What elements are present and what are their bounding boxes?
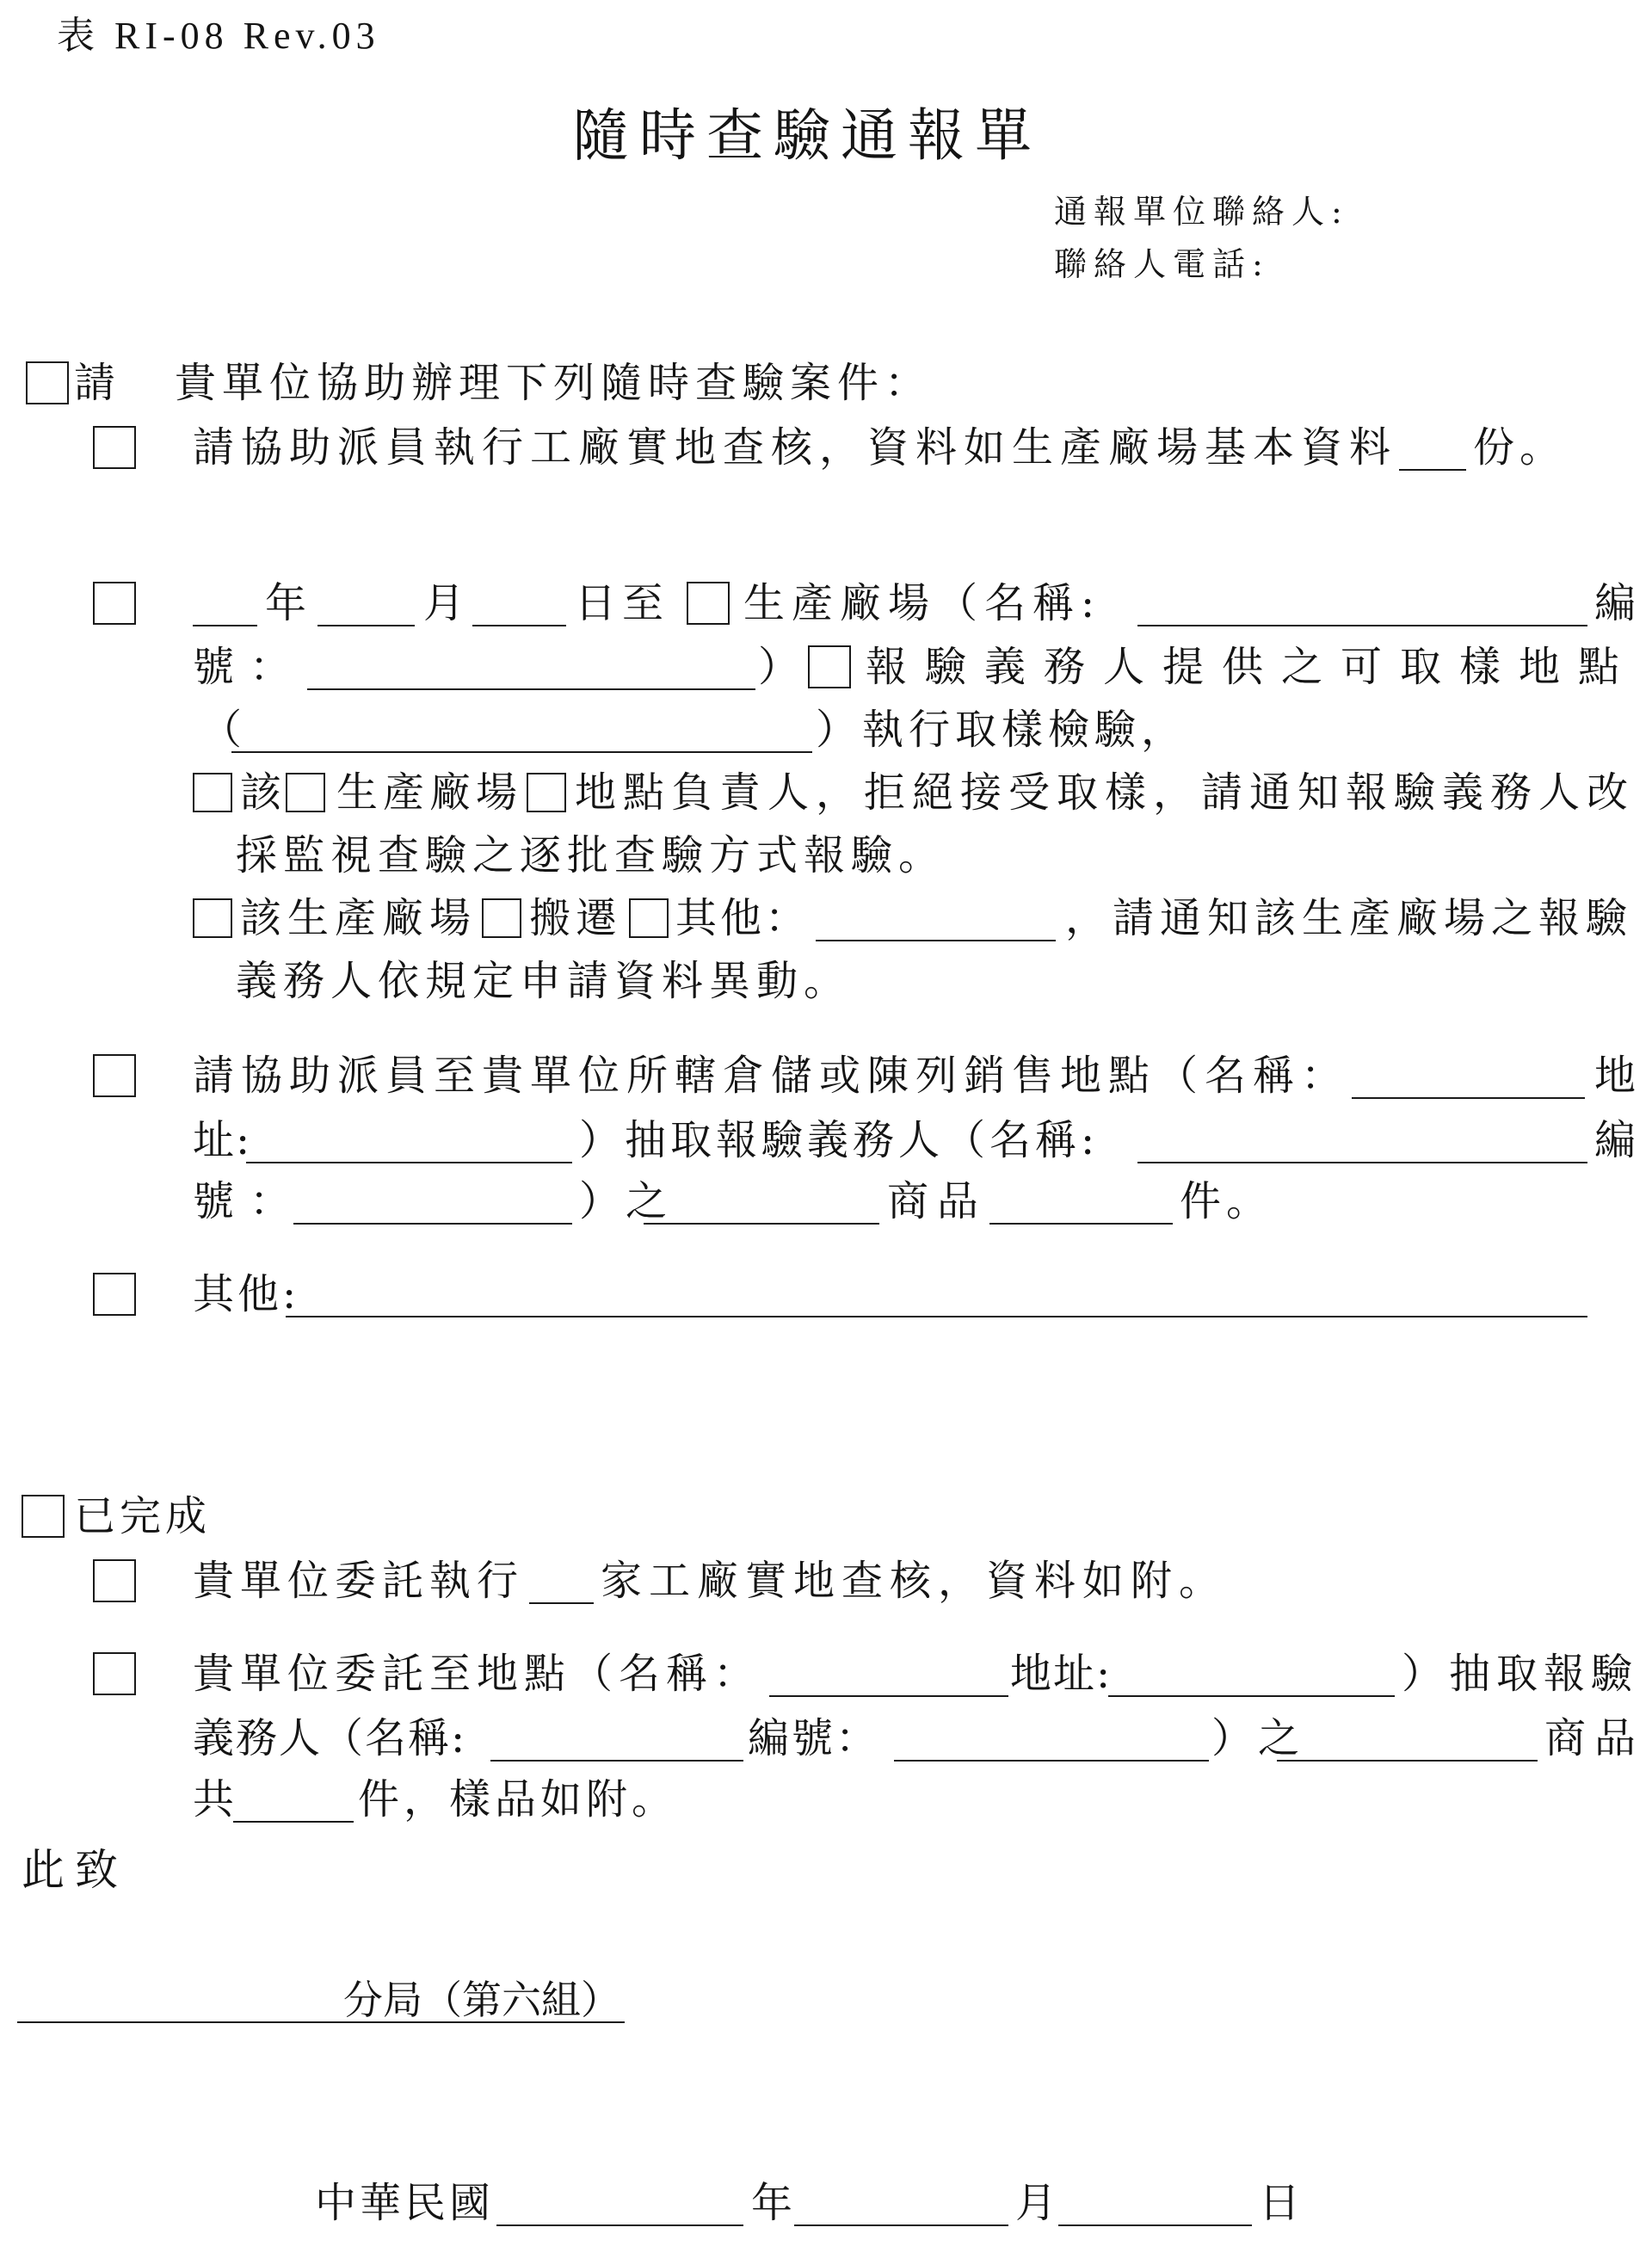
refusal-location-text-cont: 採監視查驗之逐批查驗方式報驗。 bbox=[236, 831, 946, 879]
warehouse-of: ）之 bbox=[579, 1177, 673, 1225]
completed-inspector-blank[interactable] bbox=[490, 1712, 743, 1762]
warehouse-address-blank[interactable] bbox=[246, 1114, 572, 1163]
request-lead: 請 bbox=[74, 359, 116, 407]
completed-audit-suffix: 家工廠實地查核，資料如附。 bbox=[601, 1557, 1228, 1605]
year-blank[interactable] bbox=[193, 577, 257, 626]
recipient: 分局（第六組） bbox=[343, 1977, 620, 2023]
date-line bbox=[0, 2177, 1652, 2229]
factory-name-blank[interactable] bbox=[1137, 577, 1587, 626]
address-label-part1: 地 bbox=[1594, 1052, 1637, 1100]
close-paren: ） bbox=[758, 643, 800, 691]
warehouse-inspector-blank[interactable] bbox=[1137, 1114, 1587, 1163]
form-title: 隨時查驗通報單 bbox=[572, 102, 1042, 169]
date-month-blank[interactable] bbox=[794, 2177, 1008, 2226]
day-blank[interactable] bbox=[472, 577, 566, 626]
change-other-checkbox[interactable] bbox=[629, 898, 669, 938]
completed-of: ）之 bbox=[1211, 1714, 1305, 1762]
warehouse-line-2 bbox=[0, 1114, 1652, 1166]
refusal-line-1 bbox=[0, 767, 1652, 818]
completed-sampling-text: 貴單位委託至地點（名稱： bbox=[193, 1650, 761, 1698]
warehouse-pieces: 件。 bbox=[1180, 1177, 1273, 1225]
warehouse-inspector-label: ）抽取報驗義務人（名稱: bbox=[579, 1116, 1100, 1164]
copies-blank[interactable] bbox=[1399, 422, 1466, 471]
date-day-blank[interactable] bbox=[1058, 2177, 1252, 2226]
refusal-factory-checkbox[interactable] bbox=[286, 773, 325, 812]
sampling-line-3 bbox=[0, 704, 1652, 756]
factory-count-blank[interactable] bbox=[529, 1555, 594, 1604]
date-year-label: 年 bbox=[751, 2179, 793, 2227]
completed-total-label: 共 bbox=[193, 1775, 235, 1823]
factory-audit-text: 請協助派員執行工廠實地查核，資料如生產廠場基本資料 bbox=[193, 423, 1398, 472]
refusal-factory: 生產廠場 bbox=[336, 768, 523, 817]
change-other-blank[interactable] bbox=[816, 892, 1056, 941]
sampling-action: ）執行取樣檢驗， bbox=[816, 706, 1188, 754]
completed-audit-line bbox=[0, 1555, 1652, 1607]
refusal-checkbox[interactable] bbox=[193, 773, 232, 812]
warehouse-goods: 商品 bbox=[887, 1177, 988, 1225]
completed-audit-text: 貴單位委託執行 bbox=[193, 1557, 525, 1605]
refusal-that: 該 bbox=[240, 768, 282, 817]
month-label: 月 bbox=[423, 579, 465, 627]
factory-name-label: 生產廠場（名稱: bbox=[743, 579, 1102, 627]
sampling-checkbox[interactable] bbox=[93, 582, 136, 625]
warehouse-text: 請協助派員至貴單位所轄倉儲或陳列銷售地點（名稱： bbox=[193, 1052, 1350, 1100]
warehouse-name-blank[interactable] bbox=[1352, 1050, 1585, 1099]
other-label: 其他: bbox=[193, 1270, 300, 1318]
warehouse-number-part2: 號： bbox=[193, 1177, 307, 1225]
inspector-site-label: 報驗義務人提供之可取樣地點 bbox=[866, 643, 1638, 691]
date-day-label: 日 bbox=[1259, 2179, 1301, 2227]
warehouse-checkbox[interactable] bbox=[93, 1054, 136, 1097]
request-checkbox[interactable] bbox=[26, 361, 69, 404]
change-other-label: 其他： bbox=[675, 894, 811, 942]
warehouse-goods-blank[interactable] bbox=[644, 1175, 879, 1225]
inspector-site-checkbox[interactable] bbox=[808, 645, 851, 688]
address-label-part2: 址: bbox=[193, 1116, 252, 1164]
refusal-location-text: 地點負責人，拒絕接受取樣，請通知報驗義務人改 bbox=[575, 768, 1636, 817]
date-year-blank[interactable] bbox=[496, 2177, 743, 2226]
completed-label: 已完成 bbox=[74, 1492, 212, 1540]
completed-checkbox[interactable] bbox=[22, 1495, 65, 1538]
factory-audit-line bbox=[0, 422, 1652, 473]
refusal-line-2 bbox=[0, 830, 1652, 881]
salutation-line bbox=[0, 1844, 1652, 1896]
completed-address-label: 地址: bbox=[1010, 1650, 1113, 1698]
warehouse-line-1 bbox=[0, 1050, 1652, 1101]
completed-pieces-blank[interactable] bbox=[233, 1774, 354, 1823]
change-factory-checkbox[interactable] bbox=[193, 898, 232, 938]
request-heading: 貴單位協助辦理下列隨時查驗案件： bbox=[175, 359, 933, 407]
other-line bbox=[0, 1268, 1652, 1320]
completed-goods-blank[interactable] bbox=[1277, 1712, 1538, 1762]
completed-sampling-line-2 bbox=[0, 1712, 1652, 1764]
open-paren: （ bbox=[200, 706, 243, 754]
relocated-checkbox[interactable] bbox=[482, 898, 521, 938]
warehouse-pieces-blank[interactable] bbox=[989, 1175, 1173, 1225]
completed-sampling-line-1 bbox=[0, 1648, 1652, 1700]
factory-audit-checkbox[interactable] bbox=[93, 426, 136, 469]
factory-audit-suffix: 份。 bbox=[1473, 423, 1567, 472]
other-blank[interactable] bbox=[286, 1268, 1587, 1317]
completed-number-label: 編號： bbox=[748, 1714, 880, 1762]
change-line-1 bbox=[0, 892, 1652, 944]
number-label-part2: 號： bbox=[193, 643, 307, 691]
change-notice: ，請通知該生產廠場之報驗 bbox=[1065, 894, 1634, 942]
completed-sampling-action: ）抽取報驗 bbox=[1402, 1650, 1639, 1698]
sampling-line-2 bbox=[0, 641, 1652, 693]
recipient-line bbox=[0, 1974, 1652, 2026]
date-month-label: 月 bbox=[1015, 2179, 1057, 2227]
change-notice-cont: 義務人依規定申請資料異動。 bbox=[236, 957, 852, 1005]
completed-sampling-suffix: 件，樣品如附。 bbox=[358, 1775, 678, 1823]
factory-number-blank[interactable] bbox=[307, 641, 755, 690]
date-era: 中華民國 bbox=[315, 2179, 495, 2227]
completed-site-name-blank[interactable] bbox=[769, 1648, 1008, 1697]
warehouse-number-blank[interactable] bbox=[293, 1175, 572, 1225]
completed-inspector-label: 義務人（名稱: bbox=[193, 1714, 467, 1762]
other-checkbox[interactable] bbox=[93, 1273, 136, 1316]
completed-sampling-checkbox[interactable] bbox=[93, 1652, 136, 1695]
year-label: 年 bbox=[265, 579, 307, 627]
warehouse-line-3 bbox=[0, 1175, 1652, 1227]
factory-checkbox[interactable] bbox=[687, 582, 730, 625]
completed-heading-line bbox=[0, 1490, 1652, 1542]
month-blank[interactable] bbox=[317, 577, 415, 626]
contact-phone-label: 聯絡人電話: bbox=[1054, 245, 1270, 283]
completed-audit-checkbox[interactable] bbox=[93, 1559, 136, 1602]
inspector-site-blank[interactable] bbox=[231, 704, 812, 753]
relocated-label: 搬遷 bbox=[529, 894, 623, 942]
sampling-line-1 bbox=[0, 577, 1652, 629]
completed-sampling-line-3 bbox=[0, 1774, 1652, 1825]
salutation: 此致 bbox=[22, 1845, 128, 1895]
contact-person-label: 通報單位聯絡人: bbox=[1054, 193, 1349, 231]
request-heading-line bbox=[0, 357, 1652, 409]
refusal-location-checkbox[interactable] bbox=[527, 773, 566, 812]
completed-goods: 商品 bbox=[1544, 1714, 1645, 1762]
completed-address-blank[interactable] bbox=[1108, 1648, 1395, 1697]
number-label-part1: 編 bbox=[1594, 579, 1637, 627]
change-line-2 bbox=[0, 955, 1652, 1007]
form-code: 表 RI-08 Rev.03 bbox=[57, 15, 380, 57]
completed-number-blank[interactable] bbox=[894, 1712, 1209, 1762]
day-to-label: 日至 bbox=[575, 579, 670, 627]
warehouse-number-part1: 編 bbox=[1594, 1116, 1637, 1164]
change-factory: 該生產廠場 bbox=[240, 894, 478, 942]
